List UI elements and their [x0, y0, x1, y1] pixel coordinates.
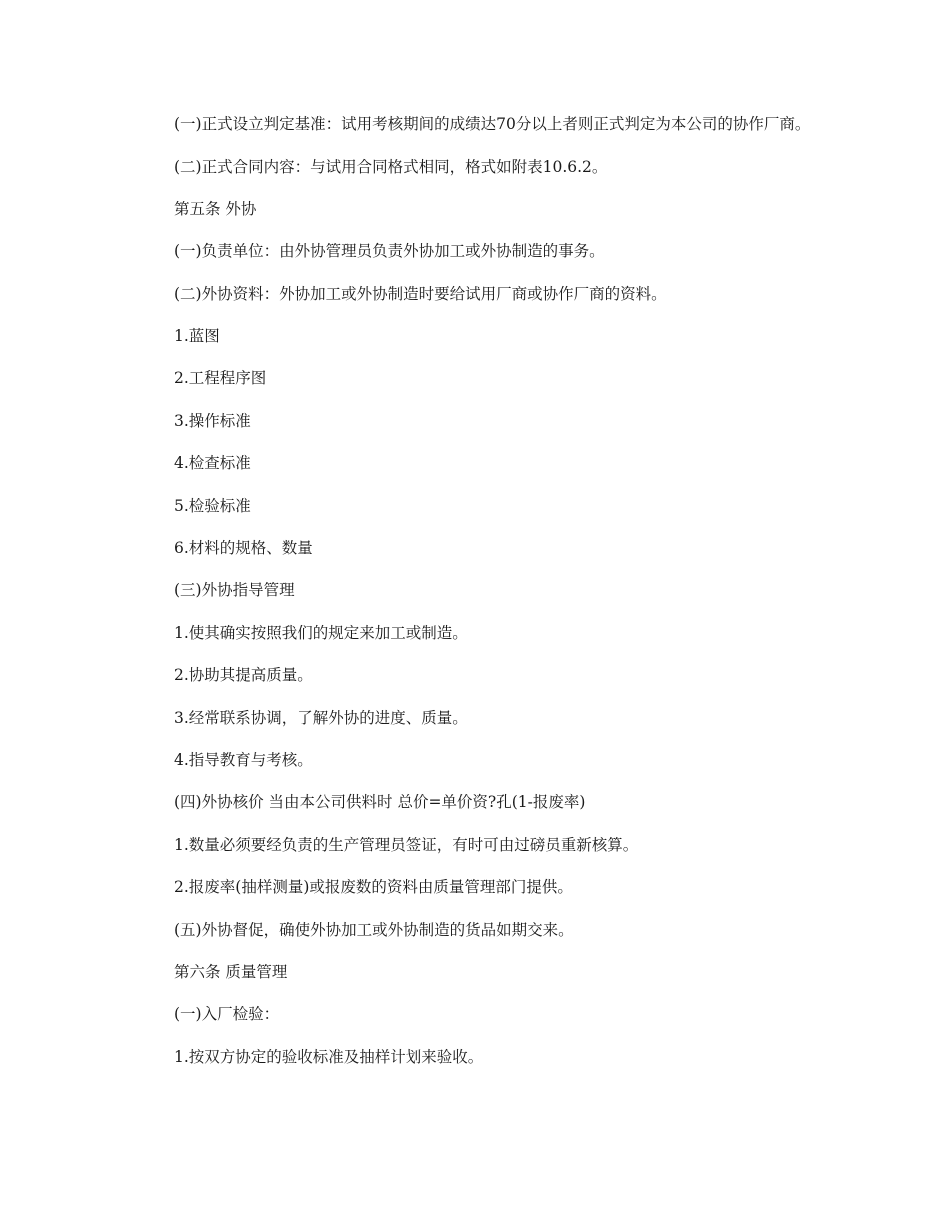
list-item: 5.检验标准 [174, 496, 251, 515]
section-heading-article-6: 第六条 质量管理 [174, 962, 288, 981]
paragraph-price-check: (四)外协核价 当由本公司供料时 总价=单价资?孔(1-报废率) [174, 793, 586, 812]
list-item: 2.协助其提高质量。 [174, 666, 313, 685]
list-item: 2.报废率(抽样测量)或报废数的资料由质量管理部门提供。 [174, 878, 573, 897]
paragraph-responsible-unit: (一)负责单位：由外协管理员负责外协加工或外协制造的事务。 [174, 242, 605, 261]
list-item: 1.数量必须要经负责的生产管理员签证，有时可由过磅员重新核算。 [174, 835, 639, 854]
list-item: 3.经常联系协调，了解外协的进度、质量。 [174, 708, 468, 727]
list-item: 1.使其确实按照我们的规定来加工或制造。 [174, 623, 468, 642]
list-item: 4.检查标准 [174, 454, 251, 473]
list-item: 6.材料的规格、数量 [174, 539, 313, 558]
document-body [140, 110, 816, 1085]
paragraph-outsourcing-materials: (二)外协资料：外协加工或外协制造时要给试用厂商或协作厂商的资料。 [174, 284, 667, 303]
section-heading-article-5: 第五条 外协 [174, 199, 257, 218]
list-item: 1.蓝图 [174, 327, 220, 346]
list-item: 2.工程程序图 [174, 369, 267, 388]
paragraph-formal-contract: (二)正式合同内容：与试用合同格式相同，格式如附表10.6.2。 [174, 157, 608, 176]
list-item: 4.指导教育与考核。 [174, 750, 313, 769]
paragraph-supervision: (五)外协督促，确使外协加工或外协制造的货品如期交来。 [174, 920, 574, 939]
list-item: 3.操作标准 [174, 411, 251, 430]
paragraph-formal-criteria: (一)正式设立判定基准：试用考核期间的成绩达70分以上者则正式判定为本公司的协作厂商。 [174, 115, 811, 133]
paragraph-guidance-management: (三)外协指导管理 [174, 581, 295, 600]
list-item: 1.按双方协定的验收标准及抽样计划来验收。 [174, 1047, 484, 1066]
paragraph-incoming-inspection: (一)入厂检验： [174, 1005, 280, 1024]
